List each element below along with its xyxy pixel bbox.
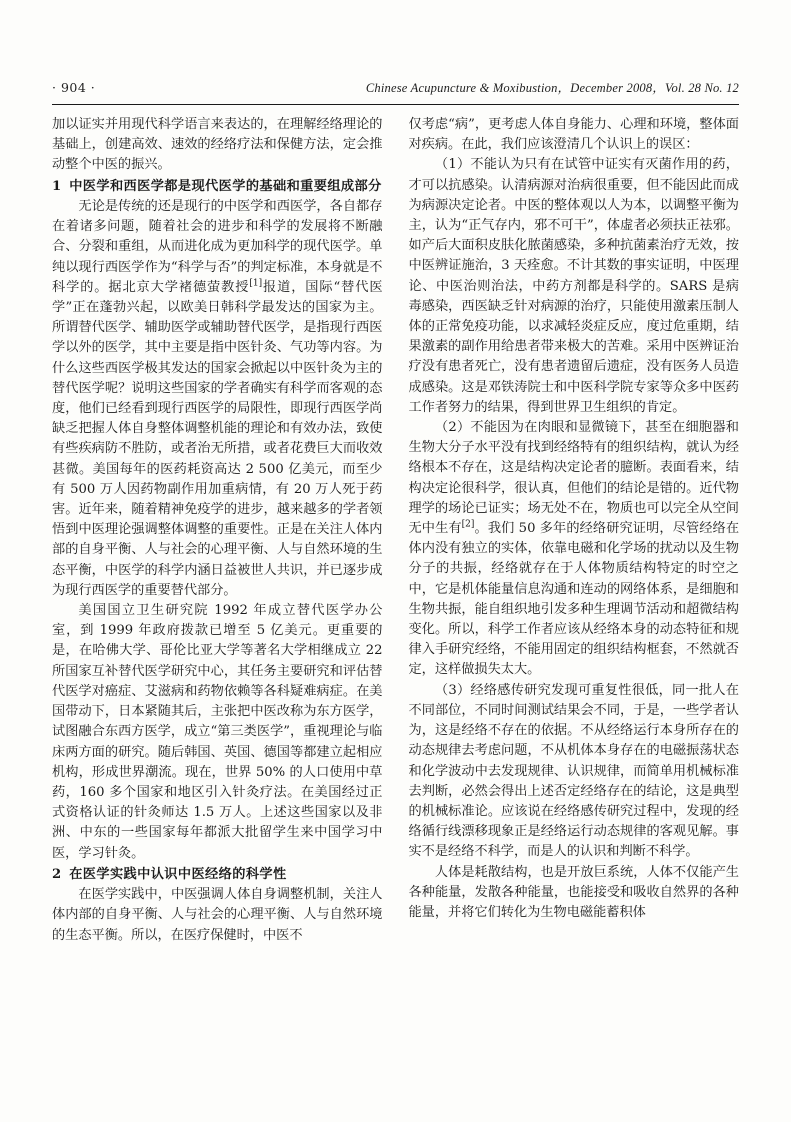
paragraph: 人体是耗散结构，也是开放巨系统，人体不仅能产生各种能量，发散各种能量，也能接受和吸收自然界的各种能量，并将它们转化为生物电磁能蓄积体 [408, 864, 739, 920]
paragraph: 仅考虑“病”，更考虑人体自身能力、心理和环境，整体面对疾病。在此，我们应该澄清几个认识上的误区： [408, 117, 739, 153]
header-rule [52, 104, 739, 105]
left-column [52, 115, 383, 1082]
body-columns [52, 115, 739, 1082]
paragraph: （2）不能因为在肉眼和显微镜下，甚至在细胞器和生物大分子水平没有找到经络特有的组织结构，就认为经络根本不存在，这是结构决定论者的臆断。表面看来，结构决定论很科学，很认真，但他们的结论是错的。近代物理学的场论已证实；场无处不在，物质也可以完全从空间无中生有[2]。我们 50 多年的经络研究证明，尽管经络在体内没有独立的实体，依靠电磁和化学场的扰动以及生物分子的共振，经络就存在于人体物质结构特定的时空之中，它是机体能量信息沟通和连动的网络体系，是细胞和生物共振，能自组织地引发多种生理调节活动和超微结构变化。所以，科学工作者应该从经络本身的动态特征和规律入手研究经络，不能用固定的组织结构框套，不然就否定，这样做损失太大。 [408, 420, 740, 678]
section-number: 1 [52, 178, 62, 194]
paragraph: 在医学实践中，中医强调人体自身调整机制，关注人体内部的自身平衡、人与社会的心理平衡、人与自然环境的生态平衡。所以，在医疗保健时，中医不 [52, 887, 383, 943]
section-title: 在医学实践中认识中医经络的科学性 [69, 866, 287, 882]
section-heading-1 [52, 177, 383, 197]
running-head: Chinese Acupuncture & Moxibustion，December 2008，Vol. 28 No. 12 [365, 81, 739, 95]
paragraph: （3）经络感传研究发现可重复性很低，同一批人在不同部位，不同时间测试结果会不同，于是，一些学者认为，这是经络不存在的依据。不从经络运行本身所存在的动态规律去考虑问题，不从机体本身存在的电磁振荡状态和化学波动中去发现规律、认识规律，而简单用机械标准去判断，必然会得出上述否定经络存在的结论，这是典型的机械标准论。应该说在经络感传研究过程中，发现的经络循行线漂移现象正是经络运行动态规律的客观见解。事实不是经络不科学，而是人的认识和判断不科学。 [408, 682, 739, 860]
section-title: 中医学和西医学都是现代医学的基础和重要组成部分 [69, 178, 382, 194]
section-number: 2 [52, 866, 62, 882]
page-header [52, 78, 739, 104]
section-heading-2 [52, 865, 383, 885]
paragraph: （1）不能认为只有在试管中证实有灭菌作用的药，才可以抗感染。认清病源对治病很重要，但不能因此而成为病源决定论者。中医的整体观以人为本，以调整平衡为主，认为“正气存内，邪不可干”，体虚者必须扶正祛邪。如产后大面积皮肤化脓菌感染，多种抗菌素治疗无效，按中医辨证施治，3 天痊愈。不计其数的事实证明，中医理论、中医治则治法，中药方剂都是科学的。SARS 是病毒感染，西医缺乏针对病源的治疗，只能使用激素压制人体的正常免疫功能，以求减轻炎症反应，度过危重期，结果激素的副作用给患者带来极大的苦难。采用中医辨证治疗没有患者死亡，没有患者遗留后遗症，没有医务人员造成感染。这是邓铁涛院士和中医科学院专家等众多中医药工作者努力的结果，得到世界卫生组织的肯定。 [408, 157, 739, 415]
page-number: · 904 · [52, 80, 96, 95]
right-column [409, 115, 740, 1082]
paragraph: 无论是传统的还是现行的中医学和西医学，各自都存在着诸多问题，随着社会的进步和科学的发展将不断融合、分裂和重组，从而进化成为更加科学的现代医学。单纯以现行西医学作为“科学与否”的判定标准，本身就是不科学的。据北京大学褚德萤教授[1]报道，国际“替代医学”正在蓬勃兴起，以欧美日韩科学最发达的国家为主。所谓替代医学、辅助医学或辅助替代医学，是指现行西医学以外的医学，其中主要是指中医针灸、气功等内容。为什么这些西医学极其发达的国家会掀起以中医针灸为主的替代医学呢？说明这些国家的学者确实有科学而客观的态度，他们已经看到现行西医学的局限性，即现行西医学尚缺乏把握人体自身整体调整机能的理论和有效办法，致使有些疾病防不胜防，或者治无所措，或者花费巨大而收效甚微。美国每年的医药耗资高达 2 500 亿美元，而至少有 500 万人因药物副作用加重病情，有 20 万人死于药害。近年来，随着精神免疫学的进步，越来越多的学者领悟到中医理论强调整体调整的重要性。正是在关注人体内部的自身平衡、人与社会的心理平衡、人与自然环境的生态平衡，中医学的科学内涵日益被世人共识，并已逐步成为现行西医学的重要替代部分。 [52, 199, 383, 598]
paragraph: 加以证实并用现代科学语言来表达的，在理解经络理论的基础上，创建高效、速效的经络疗法和保健方法，定会推动整个中医的振兴。 [52, 117, 383, 173]
paragraph: 美国国立卫生研究院 1992 年成立替代医学办公室，到 1999 年政府拨款已增至 5 亿美元。更重要的是，在哈佛大学、哥伦比亚大学等著名大学相继成立 22 所国家互补替代医学研究中心，其任务主要研究和评估替代医学对癌症、艾滋病和药物依赖等各科疑难病症。在美国带动下，日本紧随其后，主张把中医改称为东方医学，试图融合东西方医学，成立“第三类医学”，重视理论与临床两方面的研究。随后韩国、英国、德国等都建立起相应机构，形成世界潮流。现在，世界 50% 的人口使用中草药，160 多个国家和地区引入针灸疗法。在美国经过正式资格认证的针灸师达 1.5 万人。上述这些国家以及非洲、中东的一些国家每年都派大批留学生来中国学习中医，学习针灸。 [52, 603, 383, 861]
